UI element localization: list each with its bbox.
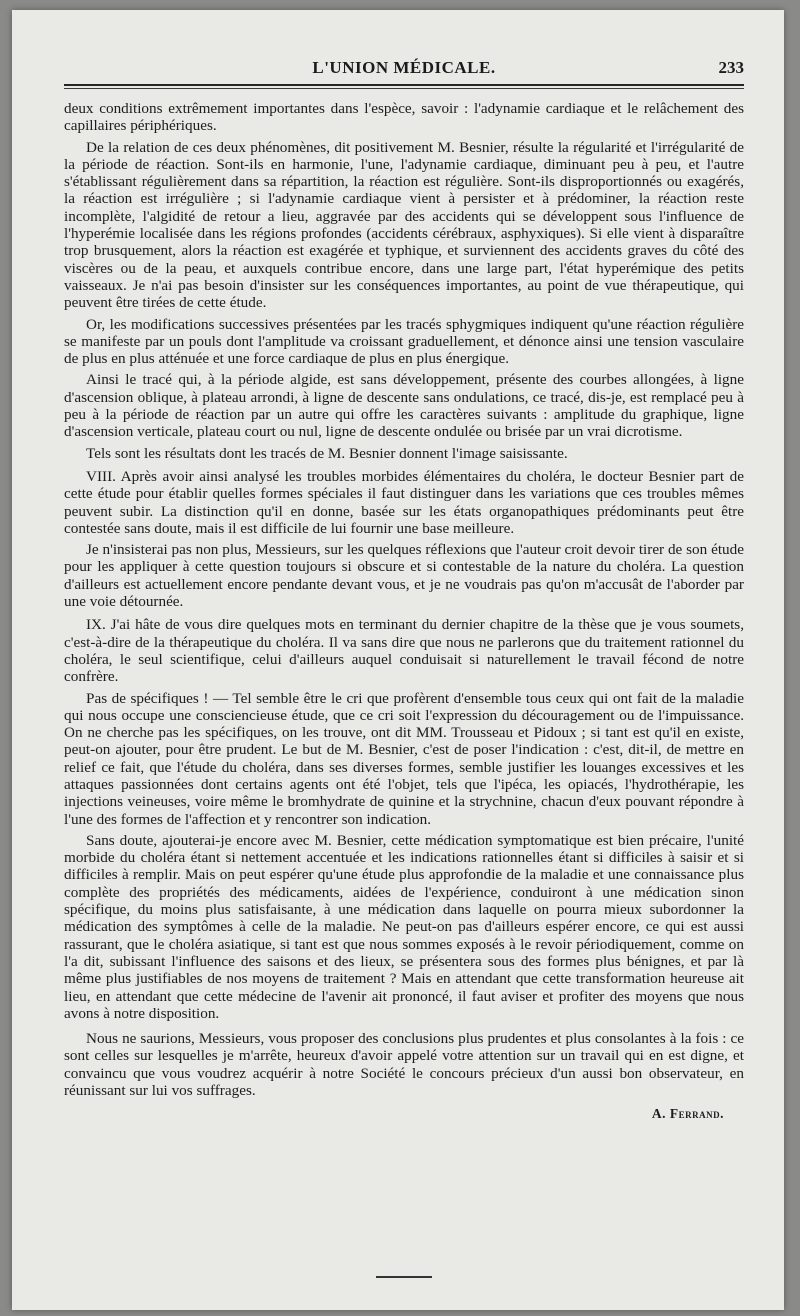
paragraph: Pas de spécifiques ! — Tel semble être le cri que profèrent d'ensemble tous ceux qui ont fait de la maladie qui nous occupe une consciencieuse étude, que ce cri soit l'expression du découragement ou de l'impuissance. On ne cherche pas les spécifiques, on les trouve, ont dit MM. Trousseau et Pidoux ; si tant est qu'il en existe, peut-on ajouter, pour être prudent. Le but de M. Besnier, c'est de poser l'indication : c'est, dit-il, de mettre en relief ce fait, que l'étude du choléra, dans ses diverses formes, semble justifier les louanges excessives et les attaques passionnées dont certains agents ont été l'objet, tels que l'ipéca, les opiacés, l'hydrothérapie, les injections veineuses, voire même le bromhydrate de quinine et la strychnine, chacun d'eux pouvant répondre à l'une des formes de l'affection et y rencontrer son indication. (64, 689, 744, 828)
paragraph: Ainsi le tracé qui, à la période algide, est sans développement, présente des courbes allongées, à ligne d'ascension oblique, à plateau arrondi, à ligne de descente sans ondulations, ce tracé, dis-je, est remplacé peu à peu à la période de réaction par un autre qui offre les caractères suivants : amplitude du graphique, ligne d'ascension verticale, plateau court ou nul, ligne de descente ondulée ou brisée par un vrai dicrotisme. (64, 371, 744, 441)
paragraph: deux conditions extrêmement importantes dans l'espèce, savoir : l'adynamie cardiaque et le relâchement des capillaires périphériques. (64, 100, 744, 135)
author-signature: A. Ferrand. (651, 1106, 724, 1122)
closing-paragraph: Nous ne saurions, Messieurs, vous proposer des conclusions plus prudentes et plus consolantes à la fois : ce sont celles sur lesquelles je m'arrête, heureux d'avoir appelé votre attention sur un travail qui en est digne, et convaincu que vous voudrez acquérir à notre Société le concours précieux d'un aussi bon observateur, en réunissant sur lui vos suffrages. (64, 1030, 744, 1100)
paragraph: De la relation de ces deux phénomènes, dit positivement M. Besnier, résulte la régularité et l'irrégularité de la période de réaction. Sont-ils en harmonie, l'une, l'adynamie cardiaque, diminuant peu à peu, et l'autre s'établissant régulièrement dans sa répartition, la réaction est régulière. Sont-ils disproportionnés ou exagérés, la réaction est irrégulière ; si l'adynamie cardiaque vient à persister et à prédominer, la réaction reste incomplète, l'algidité de retour a lieu, aggravée par des accidents qui se développent sous l'influence de l'hyperémie localisée dans les régions profondes (accidents cérébraux, asphyxiques). Si elle vient à disparaître trop brusquement, alors la réaction est exagérée et typhique, et surviennent des accidents graves du côté des viscères ou de la peau, et auxquels contribue encore, dans une large part, l'état hyperémique des petits vaisseaux. Je n'ai pas besoin d'insister sur les conséquences importantes, au point de vue thérapeutique, qui peuvent être tirées de cette étude. (64, 138, 744, 312)
running-header (64, 52, 744, 84)
article-body (64, 100, 744, 1123)
end-rule (376, 1276, 432, 1278)
header-rule (64, 84, 744, 86)
paragraph: Sans doute, ajouterai-je encore avec M. Besnier, cette médication symptomatique est bien précaire, l'unité morbide du choléra étant si nettement accentuée et les indications rationnelles étant si difficiles à saisir et si difficiles à remplir. Mais on peut espérer qu'une étude plus approfondie de la maladie et une connaissance plus complète des propriétés des médicaments, aidées de l'expérience, conduiront à une médication sinon spécifique, du moins plus satisfaisante, à une médication dans laquelle on pourra mieux subordonner la médication des symptômes à celle de la maladie. Ne peut-on pas d'ailleurs espérer encore, ce qui est aussi rassurant, que le choléra asiatique, si tant est que nous sommes exposés à le revoir périodiquement, comme on l'a dit, subissant l'influence des saisons et des lieux, se présentera sous des formes plus bénignes, et par là même plus justifiables de nos moyens de traitement ? Mais en attendant que cette transformation heureuse ait lieu, en attendant que cette médecine de l'avenir ait prononcé, il faut aviser et profiter des moyens que nous avons à notre disposition. (64, 831, 744, 1022)
page-number: 233 (718, 58, 744, 77)
journal-title: L'UNION MÉDICALE. (312, 58, 496, 77)
header-rule-thin (64, 88, 744, 89)
section-viii-paragraph: VIII. Après avoir ainsi analysé les troubles morbides élémentaires du choléra, le docteur Besnier part de cette étude pour établir quelles formes spéciales il faut distinguer dans les variations que ces troubles mêmes peuvent subir. La distinction qu'il en donne, basée sur les états organopathiques prédominants peut être contestée sans doute, mais il est difficile de lui fournir une base meilleure. (64, 467, 744, 537)
paragraph: Je n'insisterai pas non plus, Messieurs, sur les quelques réflexions que l'auteur croit devoir tirer de son étude pour les appliquer à cette question toujours si obscure et si contestable de la nature du choléra. La question d'ailleurs est actuellement encore pendante devant vous, et je ne voudrais pas qu'on m'accusât de l'aborder par une voie détournée. (64, 541, 744, 611)
section-ix-paragraph: IX. J'ai hâte de vous dire quelques mots en terminant du dernier chapitre de la thèse que je vous soumets, c'est-à-dire de la thérapeutique du choléra. Il va sans dire que nous ne parlerons que du traitement rationnel du choléra, le seul scientifique, celui d'ailleurs auquel conduisait si naturellement le travail fécond de notre confrère. (64, 616, 744, 686)
paragraph: Or, les modifications successives présentées par les tracés sphygmiques indiquent qu'une réaction régulière se manifeste par un pouls dont l'amplitude va croissant graduellement, et dénonce ainsi une tension vasculaire de plus en plus atténuée et une force cardiaque de plus en plus énergique. (64, 315, 744, 368)
paragraph: Tels sont les résultats dont les tracés de M. Besnier donnent l'image saisissante. (86, 444, 568, 462)
